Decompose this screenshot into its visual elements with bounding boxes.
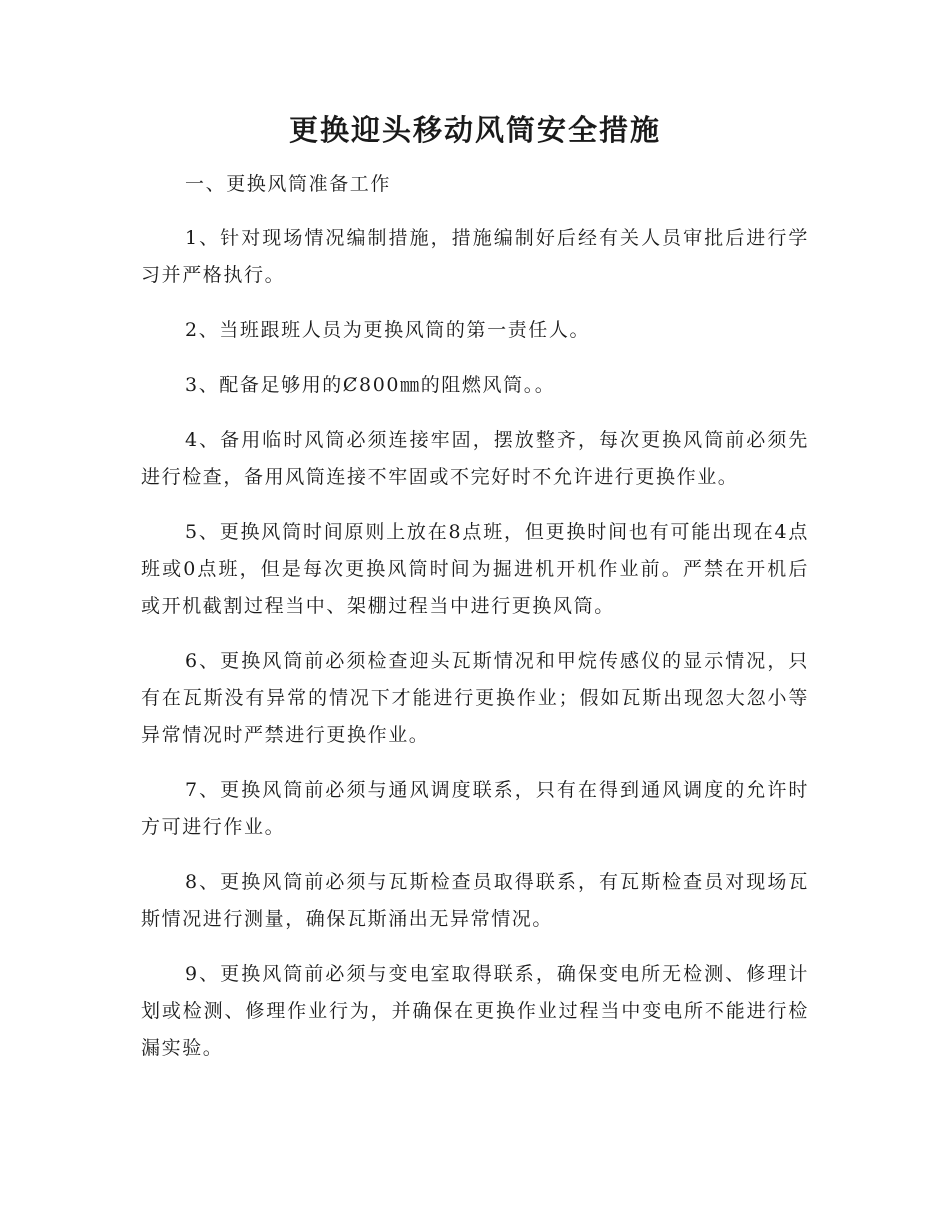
paragraph-5: 5、更换风筒时间原则上放在8点班，但更换时间也有可能出现在4点班或0点班，但是每次更换风筒时间为掘进机开机作业前。严禁在开机后或开机截割过程当中、架棚过程当中进行更换风筒。 [141, 521, 809, 617]
paragraph-9: 9、更换风筒前必须与变电室取得联系，确保变电所无检测、修理计划或检测、修理作业行为，并确保在更换作业过程当中变电所不能进行检漏实验。 [141, 963, 809, 1059]
paragraph-3: 3、配备足够用的Ȼ800㎜的阻燃风筒。。 [185, 374, 556, 396]
paragraph-4: 4、备用临时风筒必须连接牢固，摆放整齐，每次更换风筒前必须先进行检查，备用风筒连接不牢固或不完好时不允许进行更换作业。 [141, 429, 809, 488]
document-body [141, 166, 809, 1085]
paragraph-2: 2、当班跟班人员为更换风筒的第一责任人。 [185, 319, 591, 341]
paragraph-6: 6、更换风筒前必须检查迎头瓦斯情况和甲烷传感仪的显示情况，只有在瓦斯没有异常的情况下才能进行更换作业；假如瓦斯出现忽大忽小等异常情况时严禁进行更换作业。 [141, 650, 809, 746]
paragraph-7: 7、更换风筒前必须与通风调度联系，只有在得到通风调度的允许时方可进行作业。 [141, 779, 809, 838]
section-heading: 一、更换风筒准备工作 [185, 173, 392, 195]
document-title: 更换迎头移动风筒安全措施 [288, 113, 661, 147]
paragraph-1: 1、针对现场情况编制措施，措施编制好后经有关人员审批后进行学习并严格执行。 [141, 227, 809, 286]
paragraph-8: 8、更换风筒前必须与瓦斯检查员取得联系，有瓦斯检查员对现场瓦斯情况进行测量，确保瓦斯涌出无异常情况。 [141, 871, 809, 930]
